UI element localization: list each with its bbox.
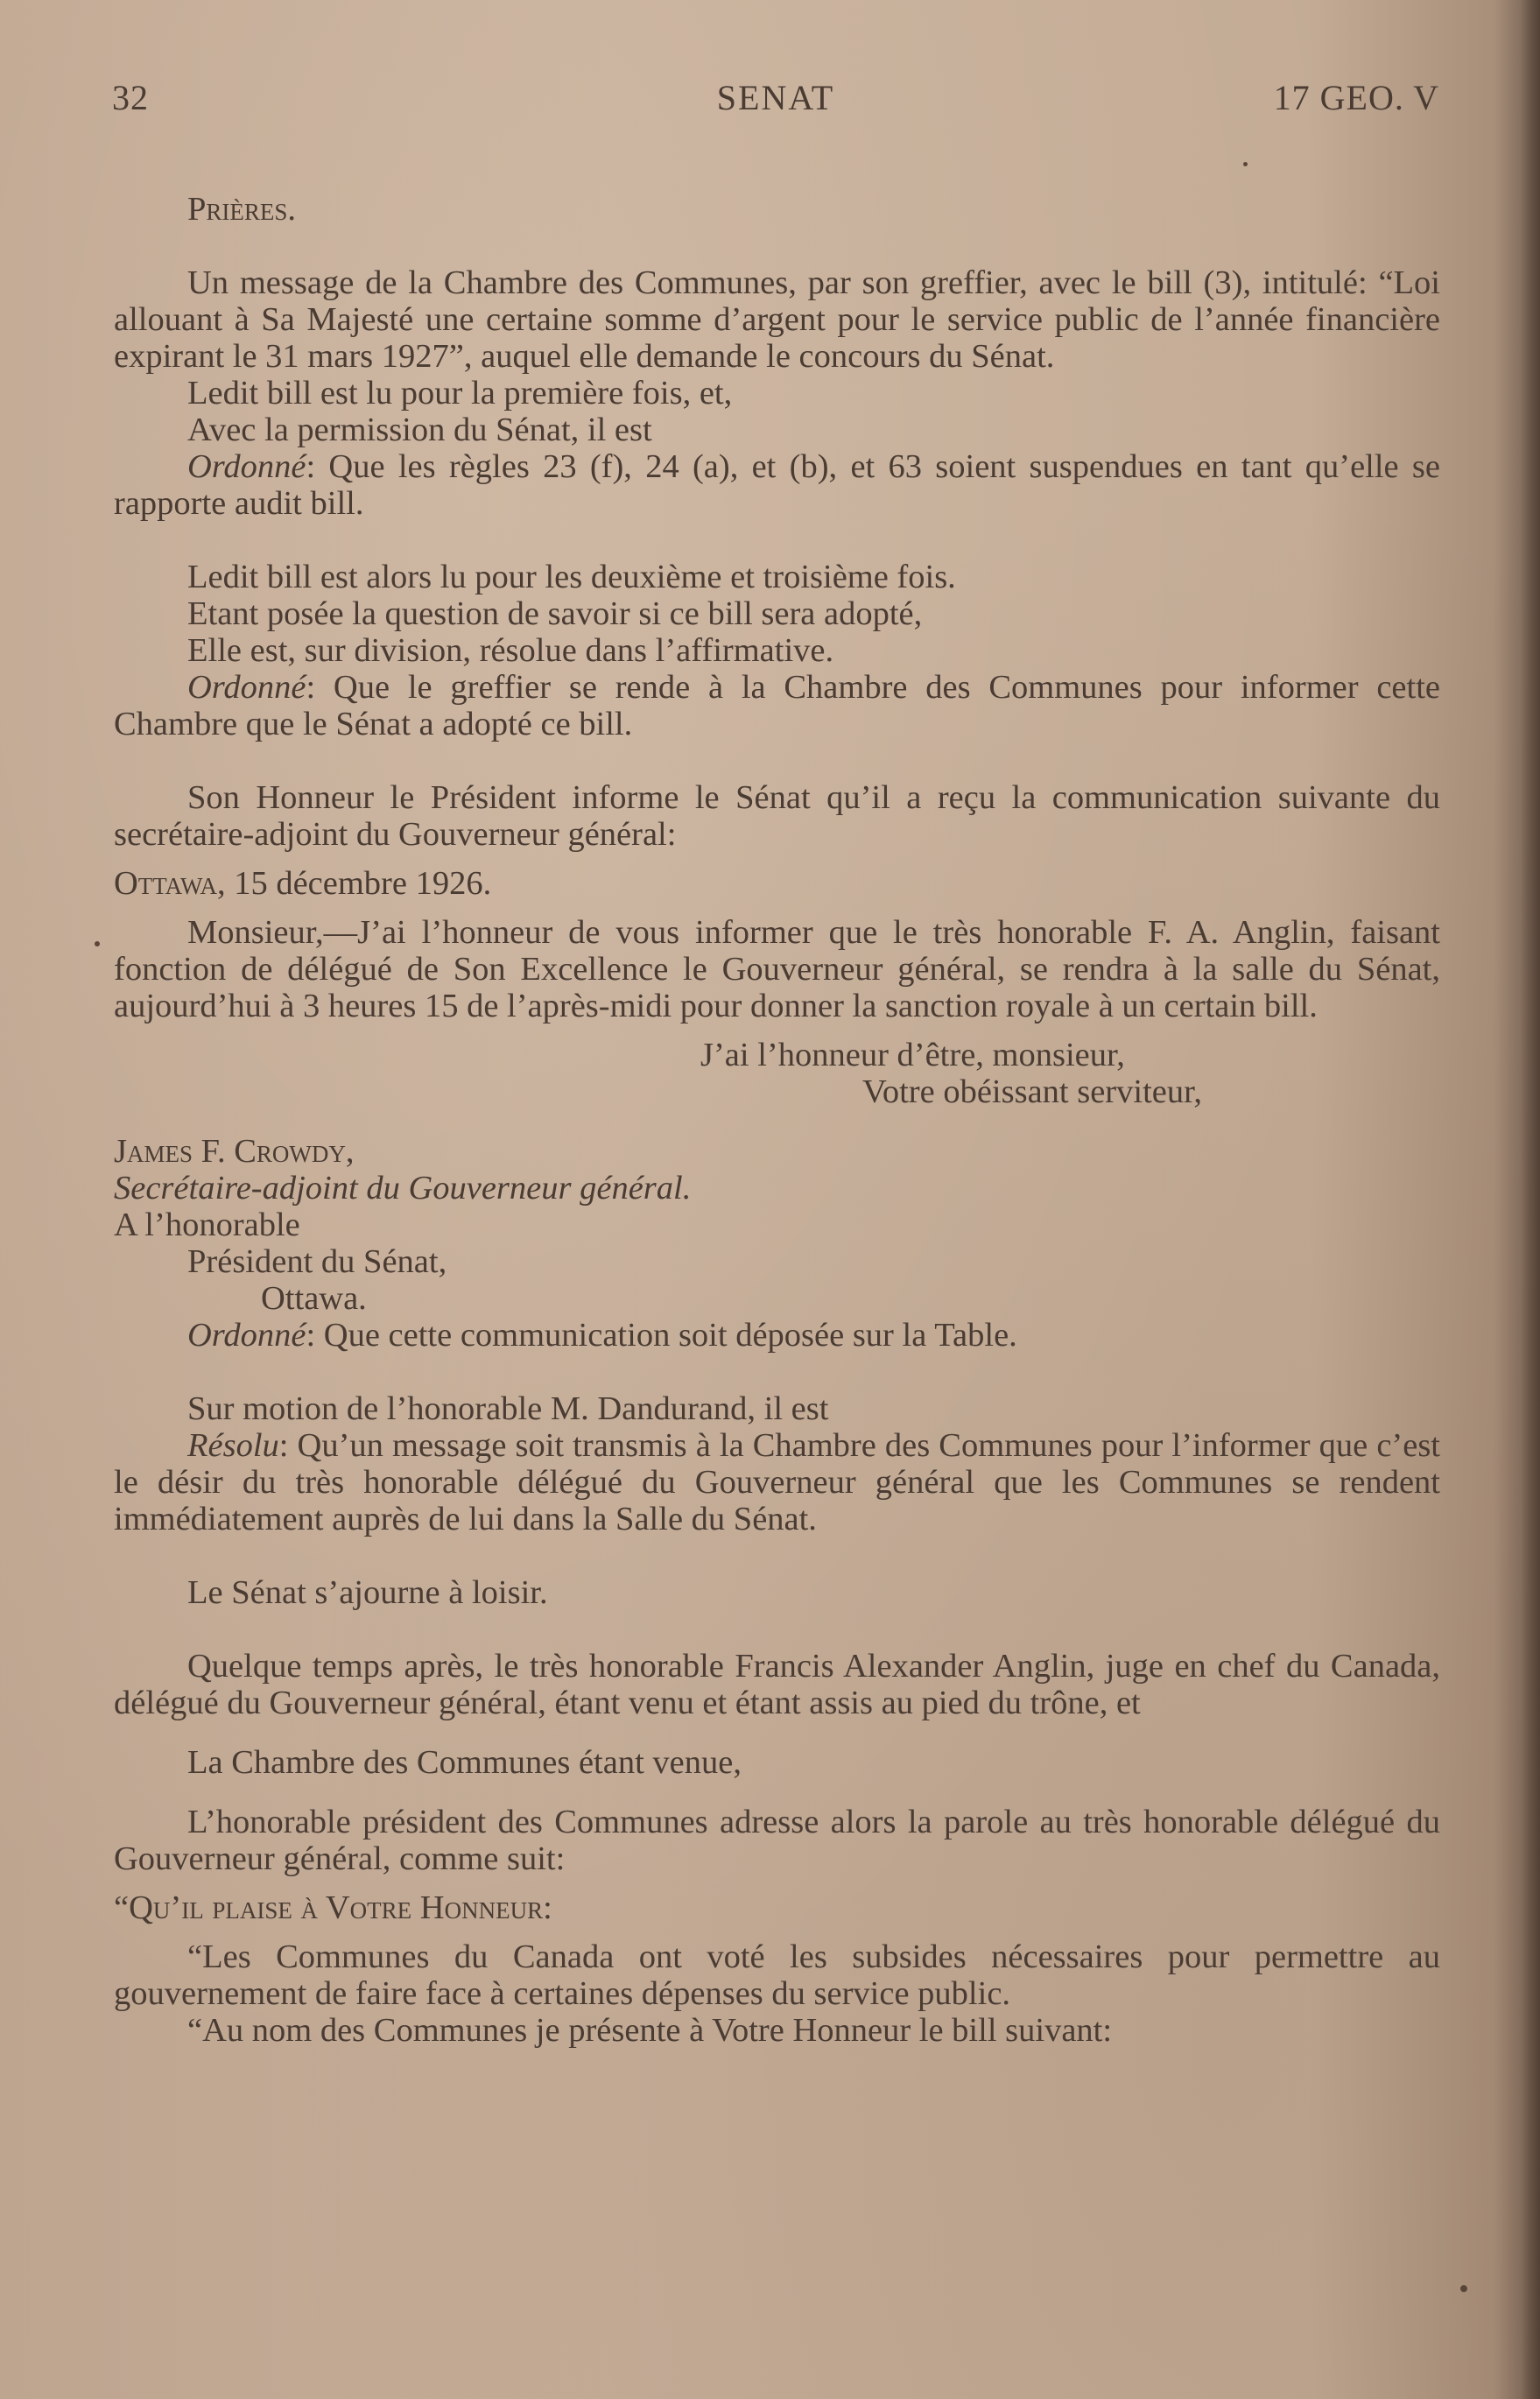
resolu-label: Résolu bbox=[187, 1427, 279, 1464]
line-ledit-first: Ledit bill est lu pour la première fois, et, bbox=[187, 375, 733, 412]
paper-speck bbox=[95, 941, 100, 946]
paragraph-les-communes: “Les Communes du Canada ont voté les subsides nécessaires pour permettre au gouvernement de faire face à certaines dépenses du service public. bbox=[114, 1938, 1440, 2012]
section-heading-prieres: Prières. bbox=[187, 191, 297, 228]
running-title: SENAT bbox=[716, 78, 835, 117]
paragraph-resolu: Résolu: Qu’un message soit transmis à la Chambre des Communes pour l’informer que c’est le désir du très honorable délégué du Gouverneur général que les Communes se rendent immédiatement auprès de lui dans la Salle du Sénat. bbox=[114, 1427, 1440, 1537]
line-ledit-second: Ledit bill est alors lu pour les deuxième et troisième fois. bbox=[187, 559, 956, 595]
line-sur-motion: Sur motion de l’honorable M. Dandurand, il est bbox=[187, 1390, 829, 1427]
letter-body: Monsieur,—J’ai l’honneur de vous informer que le très honorable F. A. Anglin, faisant fonction de délégué de Son Excellence le Gouverneur général, se rendra à la salle du Sénat, aujourd’hui à 3 heures 15 de l’après-midi pour donner la sanction royale à un certain bill. bbox=[114, 914, 1440, 1024]
line-chambre-venue: La Chambre des Communes étant venue, bbox=[187, 1744, 742, 1781]
ordonne-label: Ordonné bbox=[187, 1317, 306, 1354]
paragraph-ordonne-1: Ordonné: Que les règles 23 (f), 24 (a), et (b), et 63 soient suspendues en tant qu’elle se rapporte audit bill. bbox=[114, 448, 1440, 522]
paragraph-ordonne-3: Ordonné: Que cette communication soit déposée sur la Table. bbox=[187, 1317, 1017, 1354]
signature-title: Secrétaire-adjoint du Gouverneur général. bbox=[114, 1170, 692, 1207]
session-label: 17 GEO. V bbox=[1273, 78, 1439, 117]
paragraph-honorable-president: L’honorable président des Communes adresse alors la parole au très honorable délégué du Gouverneur général, comme suit: bbox=[114, 1804, 1440, 1877]
addressee-line-1: A l’honorable bbox=[114, 1207, 300, 1243]
page-header bbox=[112, 77, 1439, 121]
paragraph-message: Un message de la Chambre des Communes, par son greffier, avec le bill (3), intitulé: “Loi allouant à Sa Majesté une certaine somme d’argent pour le service public de l’année financière expirant le 31 mars 1927”, auquel elle demande le concours du Sénat. bbox=[114, 264, 1440, 375]
line-etant-posee: Etant posée la question de savoir si ce bill sera adopté, bbox=[187, 595, 923, 632]
paper-speck bbox=[1460, 2285, 1467, 2292]
line-elle-est: Elle est, sur division, résolue dans l’affirmative. bbox=[187, 632, 834, 669]
line-quil-plaise: “Qu’il plaise à Votre Honneur: bbox=[114, 1889, 552, 1926]
letter-closing-1: J’ai l’honneur d’être, monsieur, bbox=[700, 1037, 1125, 1073]
line-au-nom: “Au nom des Communes je présente à Votre Honneur le bill suivant: bbox=[187, 2012, 1113, 2049]
line-ajourne: Le Sénat s’ajourne à loisir. bbox=[187, 1574, 548, 1611]
line-avec-permission: Avec la permission du Sénat, il est bbox=[187, 412, 652, 448]
paper-speck bbox=[1243, 162, 1248, 166]
signature-name: James F. Crowdy, bbox=[114, 1133, 355, 1170]
document-body bbox=[114, 191, 1440, 2049]
addressee-line-3: Ottawa. bbox=[261, 1280, 367, 1317]
paragraph-son-honneur: Son Honneur le Président informe le Sénat qu’il a reçu la communication suivante du secrétaire-adjoint du Gouverneur général: bbox=[114, 779, 1440, 853]
page-number: 32 bbox=[112, 78, 149, 117]
letter-closing-2: Votre obéissant serviteur, bbox=[862, 1073, 1203, 1110]
page-edge-shadow bbox=[1521, 0, 1540, 2399]
paragraph-ordonne-2: Ordonné: Que le greffier se rende à la Chambre des Communes pour informer cette Chambre que le Sénat a adopté ce bill. bbox=[114, 669, 1440, 742]
ordonne-label: Ordonné bbox=[187, 448, 306, 485]
ordonne-label: Ordonné bbox=[187, 669, 306, 706]
dateline: Ottawa, 15 décembre 1926. bbox=[114, 865, 492, 902]
addressee-line-2: Président du Sénat, bbox=[187, 1243, 447, 1280]
paragraph-quelque-temps: Quelque temps après, le très honorable Francis Alexander Anglin, juge en chef du Canada, délégué du Gouverneur général, étant venu et étant assis au pied du trône, et bbox=[114, 1648, 1440, 1721]
